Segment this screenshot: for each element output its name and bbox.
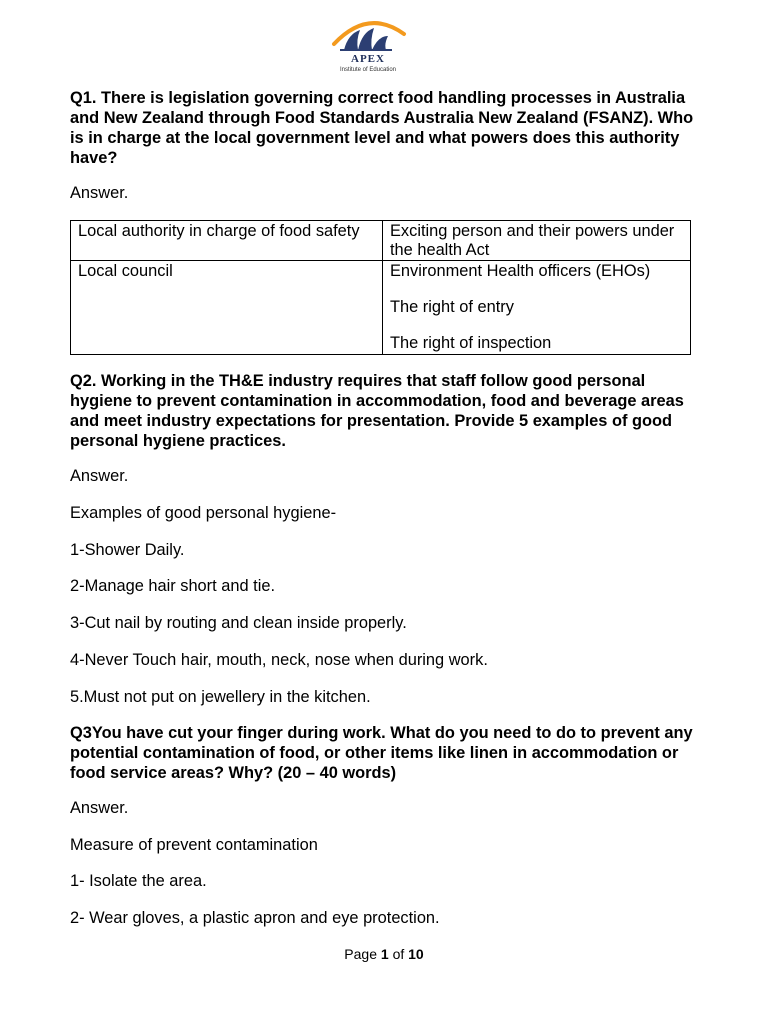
table-cell-powers (383, 261, 691, 355)
table-header-cell: Local authority in charge of food safety (71, 221, 383, 261)
prevention-intro: Measure of prevent contamination (70, 835, 318, 854)
hygiene-item: 4-Never Touch hair, mouth, neck, nose when during work. (70, 650, 488, 669)
logo-name: APEX (351, 53, 385, 65)
table-header-row (71, 221, 691, 261)
document-body (70, 88, 702, 928)
of-word: of (392, 946, 405, 962)
table-header-cell: Exciting person and their powers under the health Act (383, 221, 691, 261)
logo-subtitle: Institute of Education (339, 67, 397, 73)
prevention-item: 1- Isolate the area. (70, 872, 207, 891)
authority-table (70, 220, 691, 355)
powers-line: The right of inspection (390, 334, 552, 352)
powers-line: Environment Health officers (EHOs) (390, 262, 651, 280)
answer-label-2: Answer. (70, 467, 129, 485)
question-3: Q3You have cut your finger during work. What do you need to do to prevent any potential contamination of food, or other items like linen in accommodation or food service areas? Why? (20 – 40 words) (70, 723, 693, 782)
apex-logo (328, 14, 408, 78)
page-total: 10 (408, 946, 424, 962)
powers-line: The right of entry (390, 298, 514, 316)
answer-label-3: Answer. (70, 798, 129, 817)
prevention-item: 2- Wear gloves, a plastic apron and eye protection. (70, 909, 440, 928)
sydney-opera-house-icon (328, 14, 408, 54)
page-word: Page (344, 946, 377, 962)
table-row (71, 261, 691, 355)
hygiene-item: 1-Shower Daily. (70, 540, 185, 559)
hygiene-item: 2-Manage hair short and tie. (70, 577, 276, 596)
question-2: Q2. Working in the TH&E industry requires that staff follow good personal hygiene to prevent contamination in accommodation, food and beverage areas and meet industry expectations for presentation. Provide 5 examples of good personal hygiene practices. (70, 372, 684, 450)
hygiene-item: 5.Must not put on jewellery in the kitchen. (70, 687, 371, 706)
question-1: Q1. There is legislation governing correct food handling processes in Australia and New Zealand through Food Standards Australia New Zealand (FSANZ). Who is in charge at the local government level and what powers does this authority have? (70, 89, 694, 167)
hygiene-item: 3-Cut nail by routing and clean inside properly. (70, 614, 407, 633)
hygiene-intro: Examples of good personal hygiene- (70, 503, 337, 522)
table-cell-authority: Local council (71, 261, 383, 355)
page-number: 1 (380, 946, 389, 962)
page-footer (0, 946, 768, 962)
answer-label-1: Answer. (70, 184, 129, 202)
